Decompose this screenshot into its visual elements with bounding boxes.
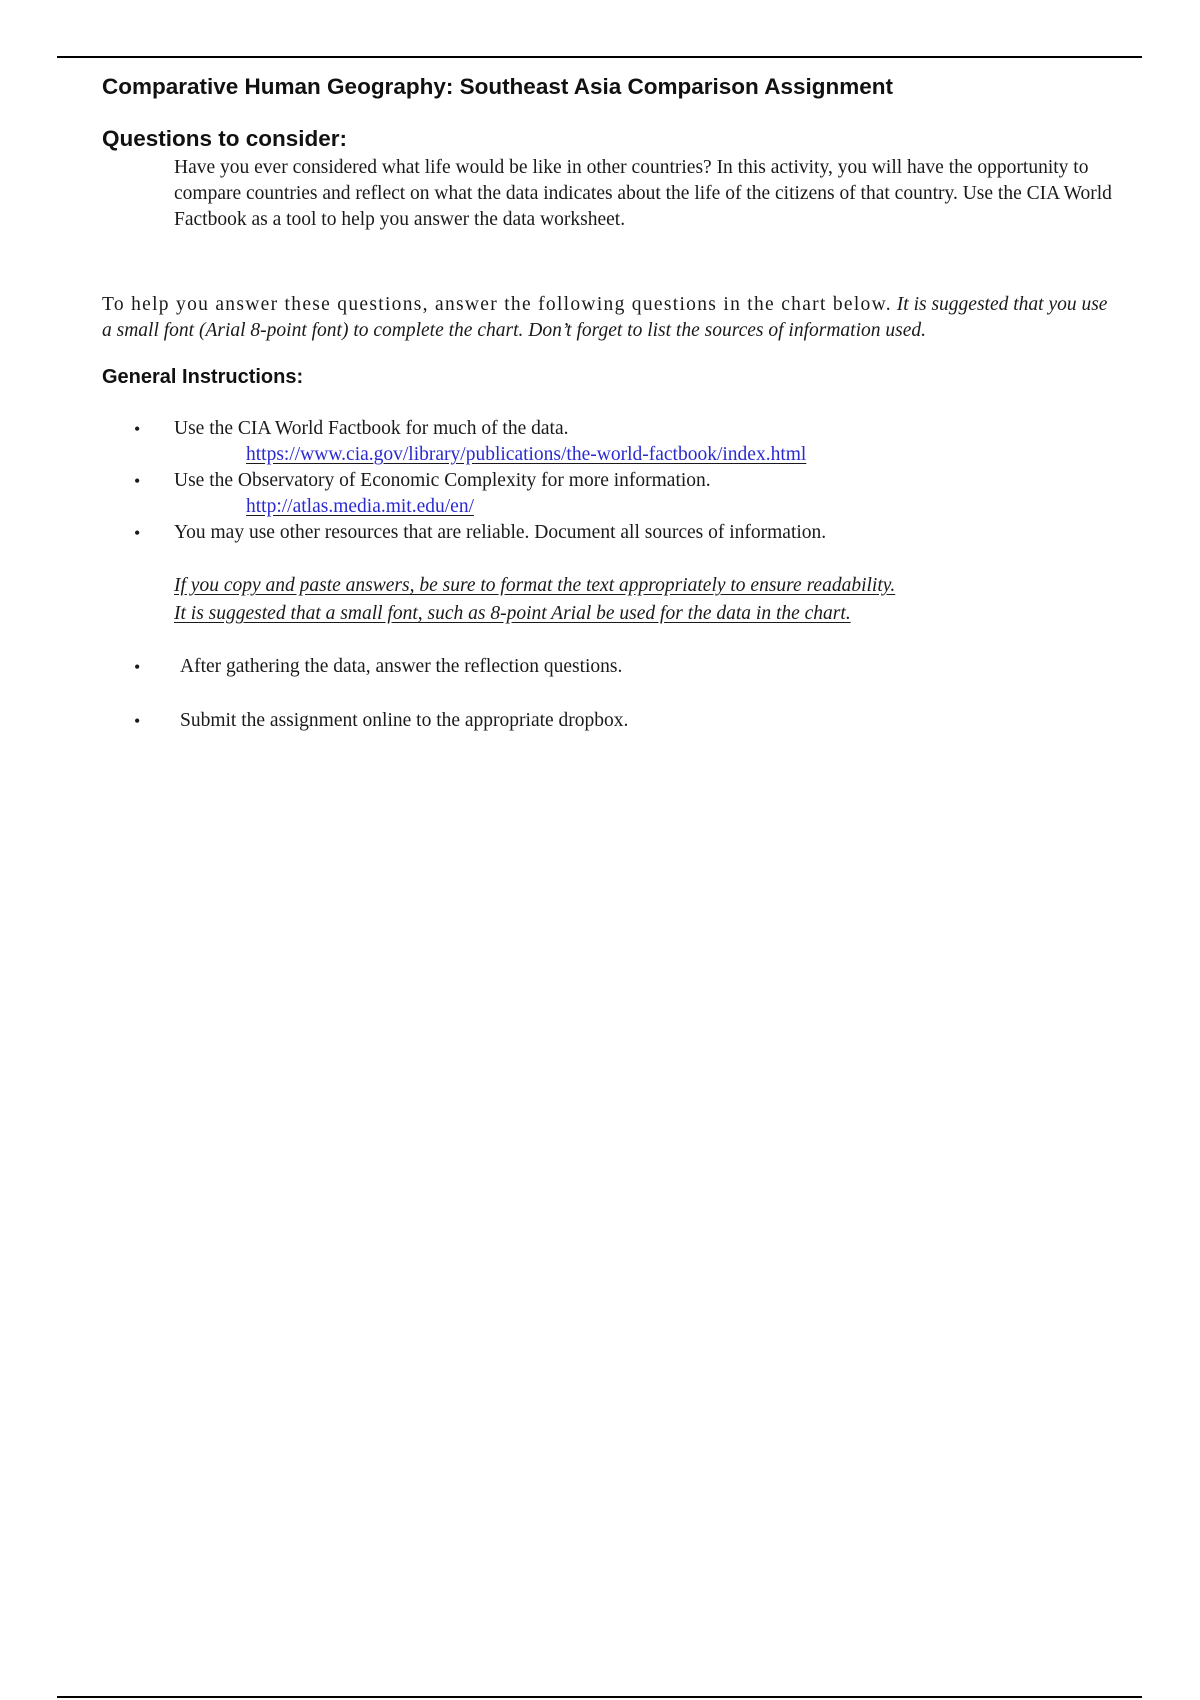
top-rule [57,56,1142,58]
bullet-icon: • [134,419,141,439]
list-item [102,520,1142,546]
list-item-text: Use the CIA World Factbook for much of the data. [174,418,569,439]
help-plain-text: To help you answer these questions, answer the following questions in the chart below. [102,294,892,315]
list-item [102,416,1142,468]
list-item [102,468,1142,520]
cia-factbook-link[interactable]: https://www.cia.gov/library/publications/the-world-factbook/index.html [246,444,807,465]
formatting-note [174,572,1142,628]
bullet-icon: • [134,657,141,677]
formatting-note-line: If you copy and paste answers, be sure to format the text appropriately to ensure readability. [174,575,896,596]
list-item-text: After gathering the data, answer the reflection questions. [180,656,623,677]
general-instructions-heading: General Instructions: [102,366,304,388]
bottom-rule [57,1696,1142,1698]
oec-atlas-link[interactable]: http://atlas.media.mit.edu/en/ [246,496,474,517]
help-paragraph [102,292,1122,344]
list-item-text: Use the Observatory of Economic Complexity for more information. [174,470,711,491]
help-italic-text: It is suggested that you use a small font (Arial 8-point font) to complete the chart. Don’t forget to list the sources of information used. [102,294,1108,341]
intro-paragraph: Have you ever considered what life would be like in other countries? In this activity, you will have the opportunity to compare countries and reflect on what the data indicates about the life of the citizens of that country. Use the CIA World Factbook as a tool to help you answer the data worksheet. [174,157,1112,230]
bullet-icon: • [134,471,141,491]
final-instructions-list [102,654,1142,734]
list-item [102,708,1142,734]
document-page [102,72,1142,762]
bullet-icon: • [134,711,141,731]
list-item [102,654,1142,680]
document-title: Comparative Human Geography: Southeast Asia Comparison Assignment [102,74,893,99]
instructions-list [102,416,1142,546]
list-item-text: Submit the assignment online to the appropriate dropbox. [180,710,629,731]
list-item-text: You may use other resources that are reliable. Document all sources of information. [174,522,827,543]
questions-heading: Questions to consider: [102,126,348,151]
formatting-note-line: It is suggested that a small font, such as 8-point Arial be used for the data in the chart. [174,603,851,624]
bullet-icon: • [134,523,141,543]
